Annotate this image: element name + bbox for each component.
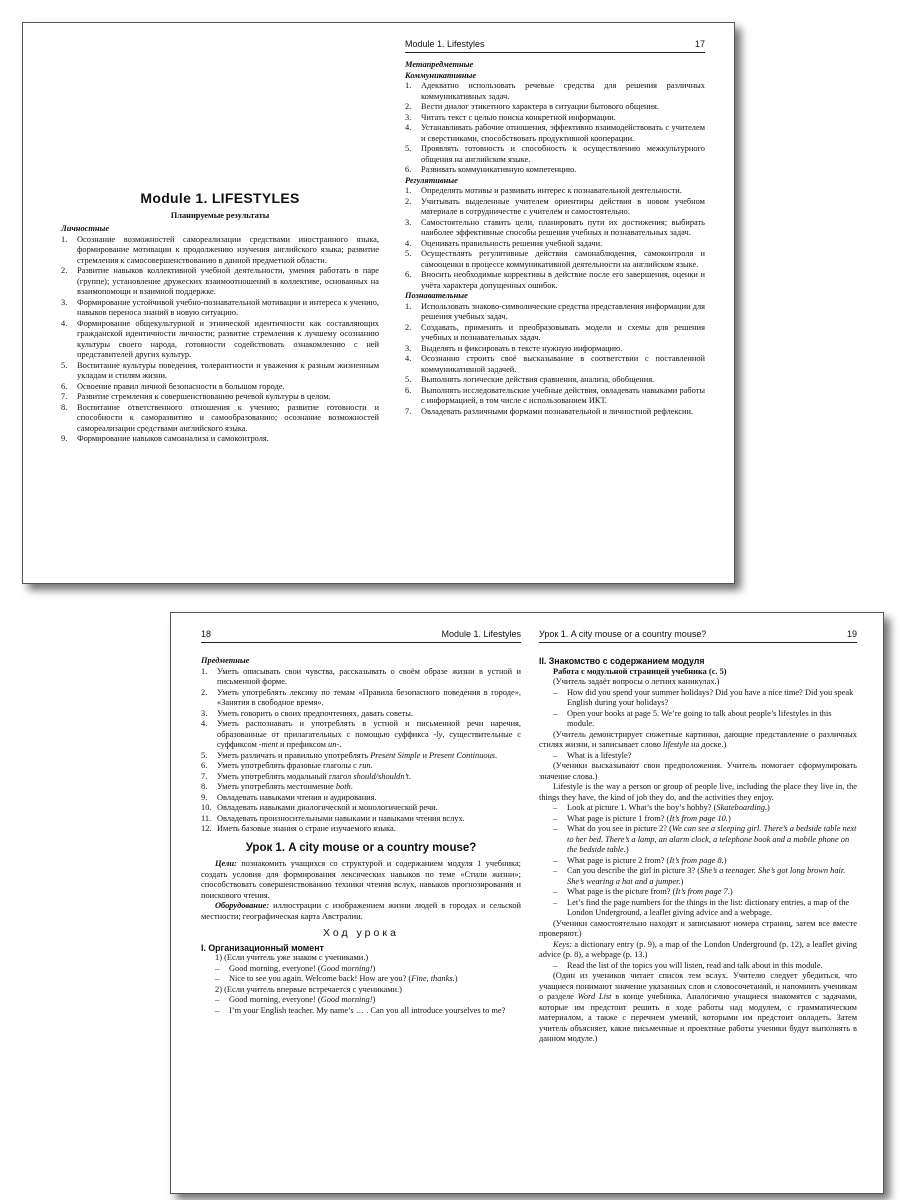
page-16 (61, 23, 379, 583)
item-text: Уметь употреблять местоимение both. (217, 782, 353, 791)
personal-results-list (61, 235, 379, 445)
list-item (61, 434, 379, 445)
item-number: 6. (201, 761, 208, 770)
cog-results-list (405, 302, 705, 418)
dialogue-line: – What is a lifestyle? (553, 750, 632, 760)
item-number: 5. (201, 750, 208, 760)
item-number: 2. (61, 266, 68, 275)
goals-label: Цели: (215, 859, 237, 868)
item-text: Уметь употреблять модальный глагол should/shouldn’t. (217, 771, 411, 781)
item-number: 5. (405, 249, 412, 258)
list-item (201, 782, 521, 793)
item-number: 6. (405, 165, 412, 174)
paragraph: (Учитель задаёт вопросы о летних каникулах.) (553, 677, 720, 686)
page-number: 18 (201, 629, 212, 639)
item-number: 2. (201, 687, 208, 697)
paragraph: (Один из учеников читает список тем вслух. Учителю следует убедиться, что учащиеся понимают значение указанных слов и словосочетаний, и напомнить ученикам о разделе Word List в конце учебника. Аналогично учащиеся знакомятся с задачами, которые им предстоит решить в ходе работы над модулем, с грамматическим материалом, а также с перечнем умений, которыми им предстоит овладеть. Затем учитель объясняет, какие письменные и проектные работы ученики будут выполнять в данном модуле.) (539, 971, 857, 1043)
page-header (201, 629, 521, 643)
lesson-equipment (201, 901, 521, 922)
item-text: Уметь употреблять лексику по темам «Правила безопасного поведения в городе», «Занятия в свободное время». (217, 687, 521, 707)
meta-heading: Метапредметные (405, 60, 474, 69)
list-item (61, 298, 379, 319)
comm-heading: Коммуникативные (405, 70, 477, 80)
dialogue-line: – I’m your English teacher. My name’s … . Can you all introduce yourselves to me? (215, 1005, 506, 1015)
page-16-body (61, 190, 379, 445)
list-item (201, 709, 521, 720)
item-number: 6. (61, 381, 68, 391)
list-item (61, 403, 379, 435)
dialogue-line: – Good morning, everyone! (Good morning!) (215, 995, 376, 1004)
dash-marker: – (553, 866, 558, 875)
item-text: Осознание возможностей самореализации средствами иностранного языка, формирование мотивации к продолжению изучения английского языка; развитие стремления к самосовершенствованию в данной предметной области. (77, 234, 379, 265)
page-19-body (539, 656, 857, 1045)
list-item (405, 197, 705, 218)
list-item (61, 235, 379, 267)
list-item (405, 323, 705, 344)
dash-marker: – (553, 887, 558, 896)
item-number: 10. (201, 803, 212, 812)
item-number: 1. (61, 234, 68, 244)
paragraph: (Ученики самостоятельно находят и записывают номера страниц, затем все вместе проверяют.) (539, 918, 857, 938)
paragraph: Lifestyle is the way a person or group of people live, including the place they live in, the things they have, the kind of job they do, and the activities they enjoy. (539, 782, 857, 802)
subject-heading: Предметные (201, 656, 250, 665)
item-text: Уметь распознавать и употреблять в устной и письменной речи наречия, образованные от прилагательных с помощью суффикса -ly, существительные с суффиксом -ment и префиксом un-. (217, 719, 521, 749)
dialogue-line: – What page is the picture from? (It’s from page 7.) (553, 887, 733, 896)
dash-marker: – (553, 687, 558, 697)
dialogue-line: – What page is picture 2 from? (It’s from page 8.) (553, 855, 727, 865)
item-text: Формирование общекультурной и этнической идентичности как составляющих гражданской идентичности личности; развитие стремления к лучшему осознанию культуры своего народа, готовности содействовать ознакомлению с ней представителей других культур. (77, 318, 379, 359)
item-text: Уметь описывать свои чувства, рассказывать о своём образе жизни в устной и письменной форме. (217, 666, 521, 686)
item-number: 9. (61, 434, 68, 443)
section-1-title: I. Организационный момент (201, 942, 324, 953)
page-number: 19 (846, 629, 857, 639)
item-text: Уметь употреблять фразовые глаголы с run. (217, 761, 373, 770)
item-number: 7. (61, 392, 68, 401)
module-title: Module 1. LIFESTYLES (140, 190, 300, 206)
section-1-content (201, 953, 521, 1016)
item-text: Создавать, применять и преобразовывать модели и схемы для решения учебных и познавательных задач. (421, 322, 705, 342)
list-item (405, 354, 705, 375)
dialogue-line: – What page is picture 1 from? (It’s from page 10.) (553, 813, 731, 823)
item-number: 1. (405, 301, 412, 311)
comm-results-list (405, 81, 705, 176)
item-number: 5. (405, 375, 412, 384)
list-item (201, 803, 521, 814)
list-item (201, 751, 521, 762)
dash-marker: – (553, 813, 558, 823)
section-2-title: II. Знакомство с содержанием модуля (539, 656, 705, 666)
dialogue-line: – Let’s find the page numbers for the things in the list: dictionary entries, a map of the London Underground, a leaflet giving advice and a webpage. (553, 897, 850, 917)
item-number: 5. (61, 360, 68, 370)
item-number: 7. (405, 406, 412, 416)
item-text: Овладевать произносительными навыками и навыками чтения вслух. (217, 813, 465, 823)
page-18-body (201, 656, 521, 1016)
dash-marker: – (553, 897, 558, 907)
running-head: Module 1. Lifestyles (405, 39, 485, 49)
list-item (61, 392, 379, 403)
item-text: Овладевать различными формами познавательной и личностной рефлексии. (421, 406, 694, 416)
lesson-title: Урок 1. A city mouse or a country mouse? (245, 841, 477, 854)
item-text: Адекватно использовать речевые средства для решения различных коммуникативных задач. (421, 81, 705, 101)
item-number: 1. (201, 666, 208, 676)
item-number: 5. (405, 144, 412, 153)
page-18 (201, 613, 521, 1193)
item-text: Выполнять логические действия сравнения, анализа, обобщения. (421, 375, 655, 384)
section-2-subtitle: Работа с модульной страницей учебника (с. 5) (553, 666, 727, 676)
item-text: Определять мотивы и развивать интерес к познавательной деятельности. (421, 186, 682, 195)
item-text: Иметь базовые знания о стране изучаемого языка. (217, 824, 396, 833)
item-number: 3. (405, 343, 412, 353)
list-item (61, 266, 379, 298)
dialogue-line: – Nice to see you again. Welcome back! How are you? (Fine, thanks.) (215, 974, 458, 983)
dash-marker: – (215, 995, 220, 1004)
item-number: 9. (201, 792, 208, 802)
subject-results-list (201, 667, 521, 835)
item-number: 4. (405, 123, 412, 132)
dialogue-line: – Look at picture 1. What’s the boy’s hobby? (Skateboarding.) (553, 803, 770, 812)
item-number: 6. (405, 270, 412, 279)
paragraph: (Учитель демонстрирует сюжетные картинки, дающие представление о различных стилях жизни, и записывает слово lifestyle на доске.) (539, 729, 857, 749)
list-item (201, 814, 521, 825)
item-number: 4. (61, 318, 68, 328)
case-line: 2) (Если учитель впервые встречается с учениками.) (215, 984, 402, 994)
list-item (201, 719, 521, 751)
bottom-spread (170, 612, 884, 1194)
list-item (405, 239, 705, 250)
item-number: 2. (405, 322, 412, 332)
dialogue-line: – Good morning, everyone! (Good morning!) (215, 963, 376, 973)
reg-heading: Регулятивные (405, 175, 458, 185)
page-17 (405, 23, 705, 583)
dash-marker: – (553, 824, 558, 833)
item-number: 4. (201, 719, 208, 728)
personal-heading: Личностные (61, 224, 110, 233)
page-17-body (405, 60, 705, 417)
item-text: Овладевать навыками диалогической и монологической речи. (217, 803, 438, 812)
running-head: Урок 1. A city mouse or a country mouse? (539, 629, 707, 639)
dialogue-line: – Can you describe the girl in picture 3? (She’s a teenager. She’s got long brown hair. She’s wearing a hat and a jumper.) (553, 866, 846, 886)
item-text: Формирование навыков самоанализа и самоконтроля. (77, 434, 269, 443)
item-number: 4. (405, 238, 412, 248)
item-text: Учитывать выделенные учителем ориентиры действия в новом учебном материале в сотрудничестве с учителем и самостоятельно. (421, 196, 705, 216)
list-item (201, 688, 521, 709)
page-header (405, 39, 705, 53)
list-item (405, 375, 705, 386)
dash-marker: – (553, 803, 558, 812)
list-item (405, 186, 705, 197)
dash-marker: – (553, 708, 558, 718)
case-line: 1) (Если учитель уже знаком с учениками.) (215, 953, 369, 962)
item-number: 8. (201, 782, 208, 791)
dialogue-line: – How did you spend your summer holidays? Did you have a nice time? Did you speak English during your holidays? (553, 687, 854, 707)
item-number: 8. (61, 402, 68, 412)
section-2-content (539, 677, 857, 1045)
item-number: 6. (405, 385, 412, 395)
item-number: 12. (201, 824, 212, 833)
list-item (405, 165, 705, 176)
item-text: Развитие стремления к совершенствованию речевой культуры в целом. (77, 392, 331, 401)
item-number: 3. (405, 112, 412, 122)
item-number: 3. (405, 217, 412, 227)
lesson-procedure-heading: Ход урока (322, 927, 399, 939)
item-text: Читать текст с целью поиска конкретной информации. (421, 112, 616, 122)
item-text: Воспитание ответственного отношения к учению; развитие готовности и способности к саморазвитию и самообразованию; осознание возможностей самореализации средствами английского языка. (77, 402, 379, 433)
item-text: Выделять и фиксировать в тексте нужную информацию. (421, 343, 623, 353)
dash-marker: – (215, 974, 220, 983)
list-item (405, 249, 705, 270)
list-item (405, 113, 705, 124)
list-item (405, 102, 705, 113)
dialogue-line: – What do you see in picture 2? (We can see a sleeping girl. There’s a bedside table next to her bed. There’s a lamp, an alarm clock, a telephone book and a mobile phone on the bedside table.) (553, 824, 857, 854)
dash-marker: – (215, 1005, 220, 1015)
cog-heading: Познавательные (405, 291, 468, 300)
list-item (405, 144, 705, 165)
page-header (539, 629, 857, 643)
equipment-label: Оборудование: (215, 901, 270, 910)
paragraph: Keys: a dictionary entry (p. 9), a map of the London Underground (p. 12), a leaflet giving advice (p. 8), a webpage (p. 13.) (539, 939, 857, 959)
list-item (201, 667, 521, 688)
paragraph: (Ученики высказывают свои предположения. Учитель помогает сформулировать значение слова.) (539, 761, 857, 781)
dialogue-line: – Open your books at page 5. We’re going to talk about people’s lifestyles in this module. (553, 708, 832, 728)
item-text: Развитие навыков коллективной учебной деятельности, умения работать в паре (группе); установление дружеских взаимоотношений в коллективе, основанных на взаимопомощи и взаимной поддержке. (77, 266, 379, 296)
item-text: Овладевать навыками чтения и аудирования. (217, 792, 377, 802)
item-number: 3. (61, 297, 68, 307)
item-text: Вести диалог этикетного характера в ситуации бытового общения. (421, 102, 659, 111)
item-text: Вносить необходимые коррективы в действие после его завершения, оценки и учёта характера допущенных ошибок. (421, 270, 705, 290)
item-text: Формирование устойчивой учебно-познавательной мотивации и интереса к учению, навыков переноса знаний в новую ситуацию. (77, 297, 379, 317)
item-text: Оценивать правильность решения учебной задачи. (421, 238, 603, 248)
equipment-text: иллюстрации с изображением жизни людей в городах и сельской местности; географическая карта Австралии. (201, 901, 522, 921)
list-item (405, 386, 705, 407)
list-item (405, 407, 705, 418)
list-item (61, 319, 379, 361)
list-item (405, 344, 705, 355)
list-item (405, 81, 705, 102)
goals-text: познакомить учащихся со структурой и содержанием модуля 1 учебника; создать условия для формирования лексических навыков по теме «Стили жизни»; способствовать совершенствованию техники чтения вслух, навыков прогнозирования и поискового чтения. (201, 859, 522, 900)
item-text: Развивать коммуникативную компетенцию. (421, 165, 577, 174)
item-text: Выполнять исследовательские учебные действия, овладевать навыками работы с информацией, в том числе с использованием ИКТ. (421, 385, 705, 405)
item-text: Устанавливать рабочие отношения, эффективно взаимодействовать с учителем и сверстниками, способствовать продуктивной кооперации. (421, 123, 705, 143)
dash-marker: – (553, 960, 558, 970)
top-spread (22, 22, 735, 584)
item-number: 2. (405, 196, 412, 206)
list-item (405, 270, 705, 291)
item-text: Самостоятельно ставить цели, планировать пути их достижения; выбирать наиболее эффективные способы решения учебных и познавательных задач. (421, 217, 705, 237)
item-text: Проявлять готовность и способность к осуществлению межкультурного общения на английском языке. (421, 144, 705, 164)
dash-marker: – (553, 750, 558, 760)
dash-marker: – (215, 963, 220, 973)
list-item (201, 761, 521, 772)
dialogue-line: – Read the list of the topics you will listen, read and talk about in this module. (553, 960, 823, 970)
dash-marker: – (553, 855, 558, 865)
item-text: Осуществлять регулятивные действия самонаблюдения, самоконтроля и самооценки в процессе коммуникативной деятельности на английском языке. (421, 249, 705, 269)
item-number: 7. (201, 771, 208, 781)
item-number: 3. (201, 708, 208, 718)
item-text: Уметь различать и правильно употреблять Present Simple и Present Continuous. (217, 750, 498, 760)
item-number: 1. (405, 186, 412, 195)
page-19 (539, 613, 857, 1193)
lesson-goals (201, 859, 521, 901)
page-number: 17 (694, 39, 705, 49)
list-item (405, 218, 705, 239)
list-item (405, 123, 705, 144)
item-number: 11. (201, 813, 212, 823)
list-item (201, 772, 521, 783)
reg-results-list (405, 186, 705, 291)
list-item (61, 382, 379, 393)
results-heading: Планируемые результаты (170, 210, 270, 220)
running-head: Module 1. Lifestyles (441, 629, 521, 639)
list-item (61, 361, 379, 382)
list-item (201, 793, 521, 804)
item-number: 2. (405, 102, 412, 111)
list-item (201, 824, 521, 835)
item-text: Воспитание культуры поведения, толерантности и уважения к разным жизненным укладам и стилям жизни. (77, 360, 379, 380)
item-number: 1. (405, 81, 412, 90)
item-number: 4. (405, 354, 412, 363)
list-item (405, 302, 705, 323)
item-text: Уметь говорить о своих предпочтениях, давать советы. (217, 708, 413, 718)
item-text: Осознанно строить своё высказывание в соответствии с поставленной коммуникативной задачей. (421, 354, 705, 374)
item-text: Освоение правил личной безопасности в большом городе. (77, 381, 285, 391)
item-text: Использовать знаково-символические средства представления информации для решения учебных задач. (421, 301, 705, 321)
